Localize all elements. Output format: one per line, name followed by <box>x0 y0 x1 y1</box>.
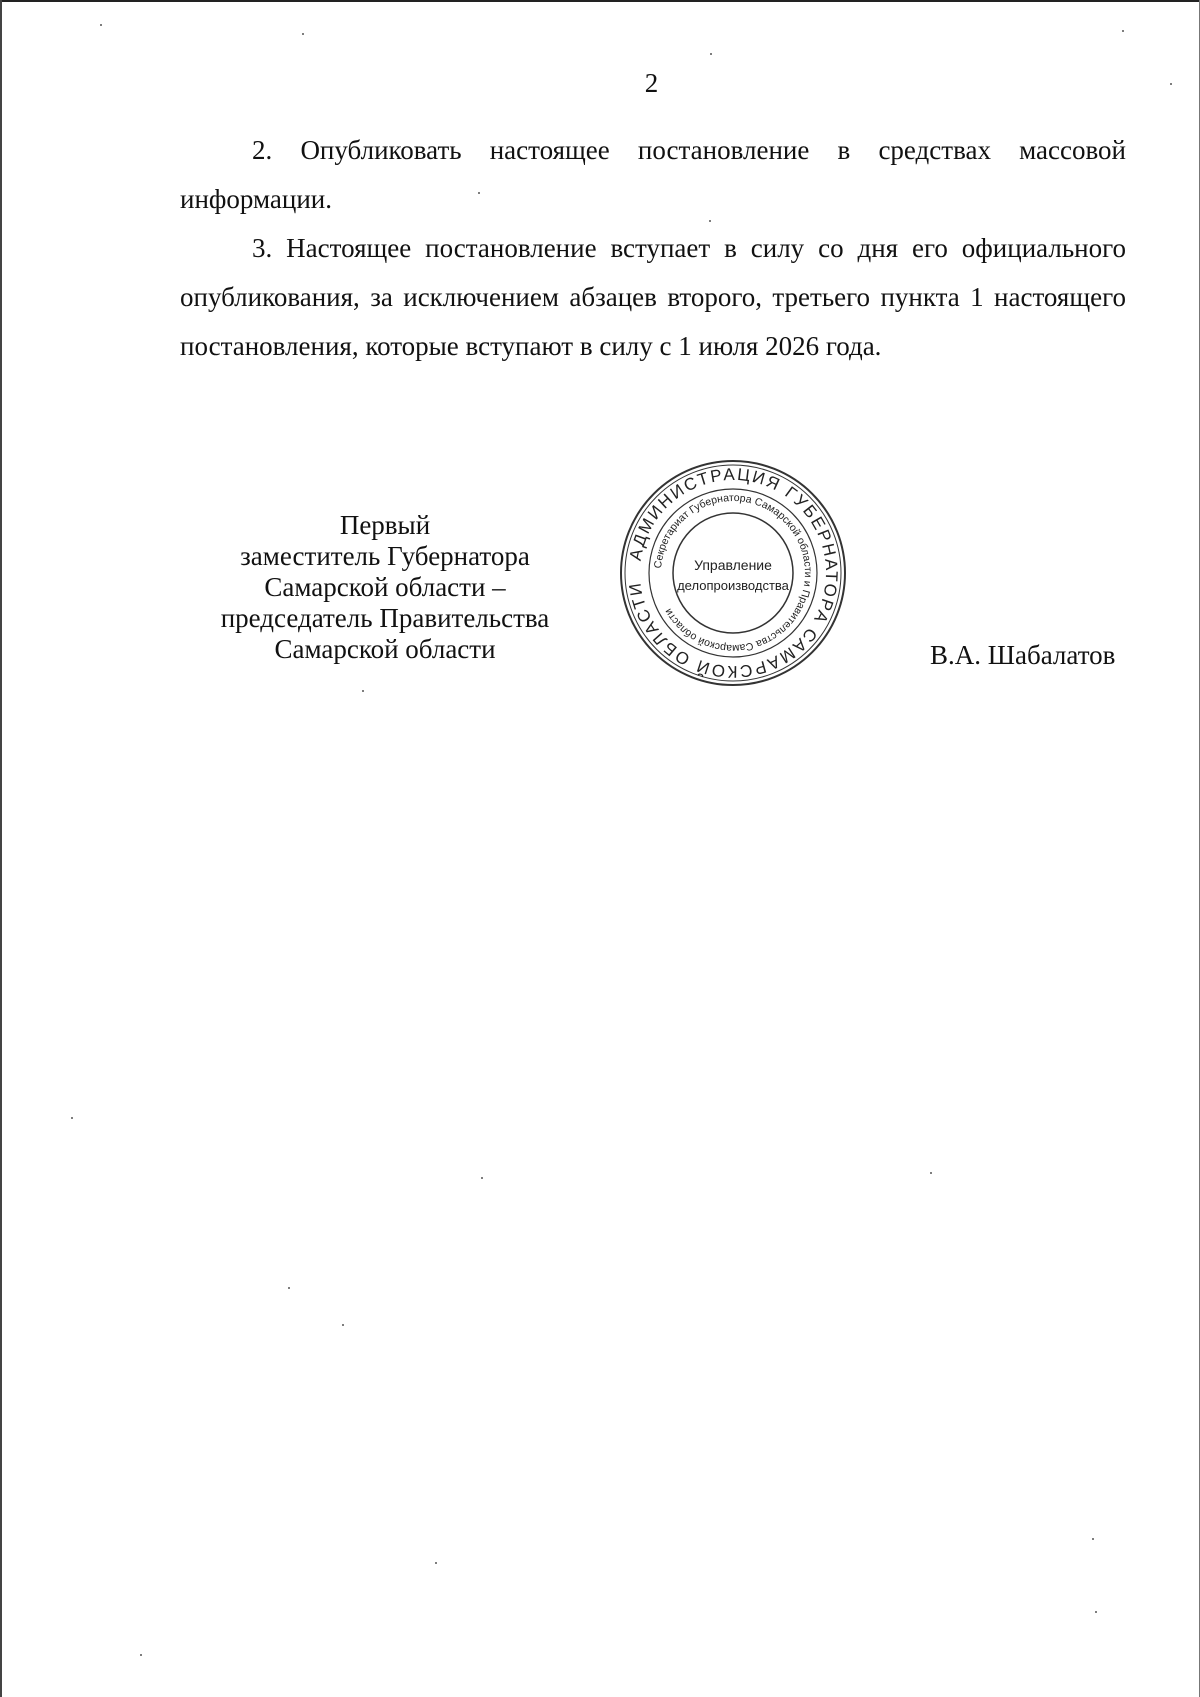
signatory-title-line: заместитель Губернатора <box>240 541 530 571</box>
stamp-outer-text: АДМИНИСТРАЦИЯ ГУБЕРНАТОРА САМАРСКОЙ ОБЛАСТИ <box>625 464 842 682</box>
scan-speck <box>710 53 712 55</box>
scan-speck <box>435 1562 437 1564</box>
scan-speck <box>288 1287 290 1289</box>
stamp-center-line-2: делопроизводства <box>677 578 789 593</box>
signatory-title <box>205 510 565 665</box>
scan-speck <box>342 1324 344 1326</box>
paragraph-number: 3. <box>252 233 273 263</box>
scan-speck <box>1095 1611 1097 1613</box>
scan-speck <box>481 1177 483 1179</box>
signatory-name: В.А. Шабалатов <box>930 640 1116 670</box>
scan-edge-left <box>0 0 2 1697</box>
signatory-title-line: Самарской области <box>274 634 496 664</box>
scan-speck <box>1092 1538 1094 1540</box>
svg-text:Секретариат Губернатора Самарс <box>652 492 814 654</box>
signatory-title-line: Первый <box>339 510 431 540</box>
stamp-inner-ring-text: Секретариат Губернатора Самарской области и Правительства Самарской области <box>652 491 815 655</box>
paragraph-3 <box>180 224 1126 371</box>
scan-speck <box>100 24 102 26</box>
scan-edge-top <box>0 0 1200 2</box>
scan-speck <box>140 1654 142 1656</box>
paragraph-2 <box>180 126 1126 224</box>
scan-speck <box>71 1117 73 1119</box>
scan-speck <box>362 690 364 692</box>
signatory-title-line: Самарской области – <box>264 572 506 602</box>
paragraph-number: 2. <box>252 135 273 165</box>
page-number: 2 <box>644 68 659 98</box>
paragraph-text: Опубликовать настоящее постановление в средствах массовой информации. <box>180 135 1126 214</box>
paragraph-text: Настоящее постановление вступает в силу со дня его официального опубликования, за исключением абзацев второго, третьего пункта 1 настоящего постановления, которые вступают в силу с 1 июля 2026 года. <box>180 233 1127 361</box>
official-seal-stamp <box>618 458 848 688</box>
scan-speck <box>930 1172 932 1174</box>
scan-speck <box>302 33 304 35</box>
stamp-center-line-1: Управление <box>694 557 772 573</box>
scan-speck <box>1122 30 1124 32</box>
signatory-title-line: председатель Правительства <box>220 603 550 633</box>
